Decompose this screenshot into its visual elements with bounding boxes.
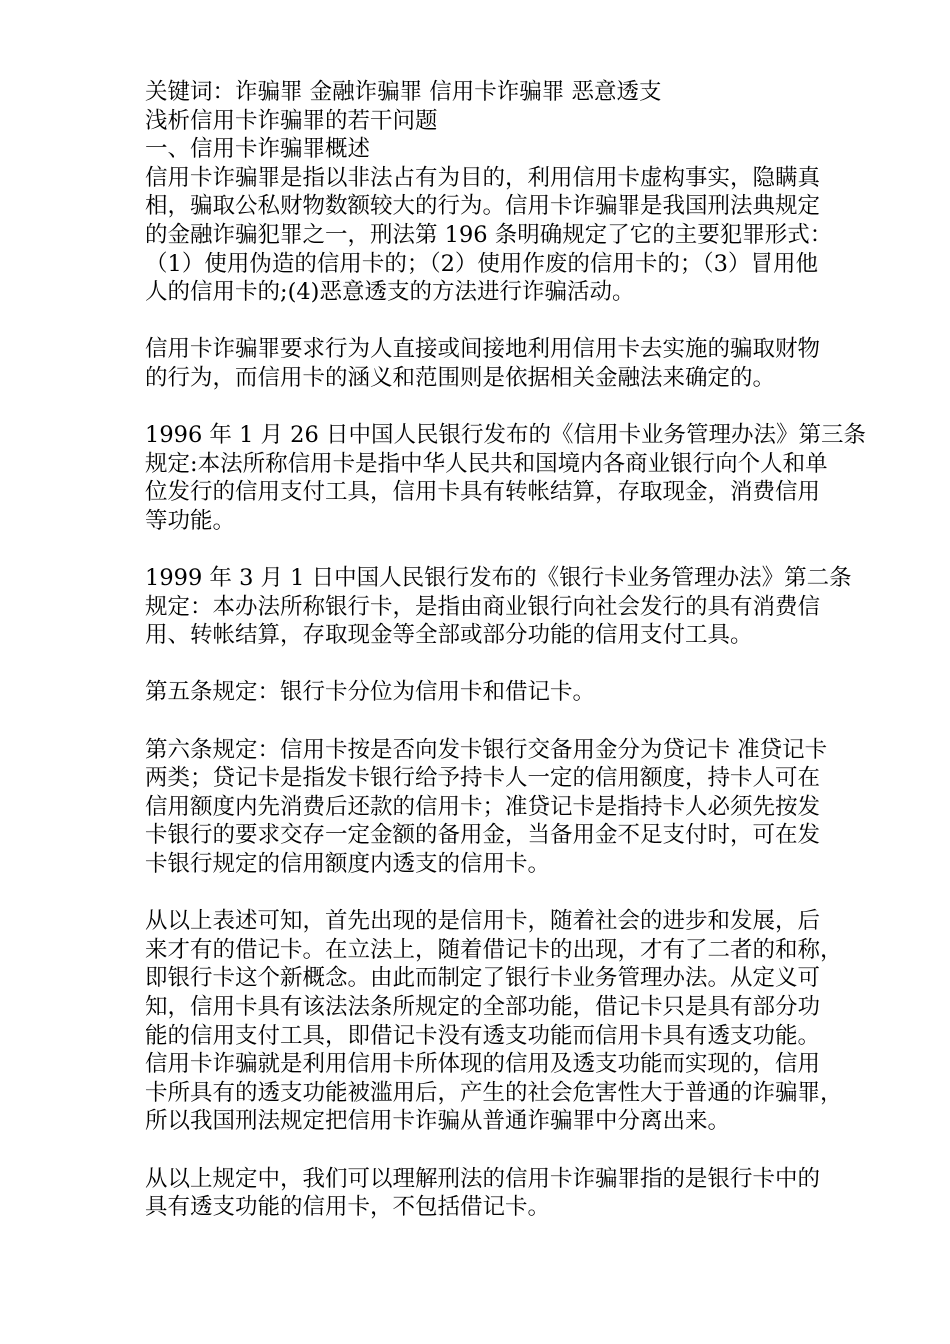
paragraph-spacer <box>145 879 875 908</box>
paragraph-line: 所以我国刑法规定把信用卡诈骗从普通诈骗罪中分离出来。 <box>145 1108 731 1135</box>
paragraph <box>145 164 875 307</box>
paragraph-line: 两类；贷记卡是指发卡银行给予持卡人一定的信用额度，持卡人可在 <box>145 765 821 792</box>
paragraph-spacer <box>145 307 875 336</box>
paragraph-line: 知，信用卡具有该法法条所规定的全部功能，借记卡只是具有部分功 <box>145 994 821 1020</box>
paragraph-line: 信用卡诈骗罪是指以非法占有为目的，利用信用卡虚构事实，隐瞒真 <box>145 164 821 191</box>
paragraph-line: 的行为，而信用卡的涵义和范围则是依据相关金融法来确定的。 <box>145 364 776 391</box>
paragraph <box>145 564 875 650</box>
paragraph-line: 信用卡诈骗就是利用信用卡所体现的信用及透支功能而实现的，信用 <box>145 1051 821 1078</box>
paragraph-line: 的金融诈骗犯罪之一，刑法第 196 条明确规定了它的主要犯罪形式： <box>145 221 833 248</box>
document-title: 浅析信用卡诈骗罪的若干问题 <box>145 107 438 134</box>
paragraph <box>145 736 875 879</box>
keywords-line: 关键词：诈骗罪 金融诈骗罪 信用卡诈骗罪 恶意透支 <box>145 79 662 105</box>
document-body <box>145 78 875 1222</box>
paragraph <box>145 1165 875 1222</box>
paragraph-line: 信用卡诈骗罪要求行为人直接或间接地利用信用卡去实施的骗取财物 <box>145 336 821 363</box>
paragraph-line: 从以上规定中，我们可以理解刑法的信用卡诈骗罪指的是银行卡中的 <box>145 1165 821 1192</box>
paragraph-line: （1）使用伪造的信用卡的；（2）使用作废的信用卡的；（3）冒用他 <box>145 250 818 277</box>
paragraph <box>145 421 875 535</box>
paragraph-line: 等功能。 <box>145 507 236 534</box>
paragraph-line: 卡银行的要求交存一定金额的备用金，当备用金不足支付时，可在发 <box>145 822 821 849</box>
paragraph-line: 卡银行规定的信用额度内透支的信用卡。 <box>145 851 551 878</box>
paragraph-spacer <box>145 1136 875 1165</box>
paragraph-line: 规定：本办法所称银行卡，是指由商业银行向社会发行的具有消费信 <box>145 593 821 620</box>
paragraph <box>145 335 875 392</box>
paragraphs-container <box>145 164 875 1222</box>
paragraph-line: 1996 年 1 月 26 日中国人民银行发布的《信用卡业务管理办法》第三条 <box>145 422 866 449</box>
paragraph-line: 用、转帐结算，存取现金等全部或部分功能的信用支付工具。 <box>145 622 753 649</box>
paragraph-line: 即银行卡这个新概念。由此而制定了银行卡业务管理办法。从定义可 <box>145 965 821 992</box>
paragraph-spacer <box>145 650 875 679</box>
paragraph-line: 卡所具有的透支功能被滥用后，产生的社会危害性大于普通的诈骗罪， <box>145 1079 843 1106</box>
paragraph-line: 信用额度内先消费后还款的信用卡；准贷记卡是指持卡人必须先按发 <box>145 793 821 820</box>
paragraph-line: 人的信用卡的;(4)恶意透支的方法进行诈骗活动。 <box>145 279 635 306</box>
paragraph <box>145 678 875 707</box>
paragraph-line: 来才有的借记卡。在立法上，随着借记卡的出现，才有了二者的和称， <box>145 936 843 963</box>
paragraph-line: 第五条规定：银行卡分位为信用卡和借记卡。 <box>145 679 596 706</box>
paragraph-line: 第六条规定：信用卡按是否向发卡银行交备用金分为贷记卡 准贷记卡 <box>145 736 828 763</box>
paragraph-spacer <box>145 393 875 422</box>
paragraph-line: 1999 年 3 月 1 日中国人民银行发布的《银行卡业务管理办法》第二条 <box>145 565 852 592</box>
paragraph <box>145 907 875 1136</box>
paragraph-line: 位发行的信用支付工具，信用卡具有转帐结算，存取现金，消费信用 <box>145 479 821 506</box>
paragraph-line: 规定:本法所称信用卡是指中华人民共和国境内各商业银行向个人和单 <box>145 450 828 477</box>
section-heading: 一、信用卡诈骗罪概述 <box>145 136 371 163</box>
paragraph-line: 从以上表述可知，首先出现的是信用卡，随着社会的进步和发展，后 <box>145 908 821 935</box>
paragraph-line: 具有透支功能的信用卡，不包括借记卡。 <box>145 1194 551 1221</box>
paragraph-line: 相，骗取公私财物数额较大的行为。信用卡诈骗罪是我国刑法典规定 <box>145 193 821 220</box>
paragraph-spacer <box>145 707 875 736</box>
paragraph-spacer <box>145 536 875 565</box>
paragraph-line: 能的信用支付工具，即借记卡没有透支功能而信用卡具有透支功能。 <box>145 1022 821 1049</box>
